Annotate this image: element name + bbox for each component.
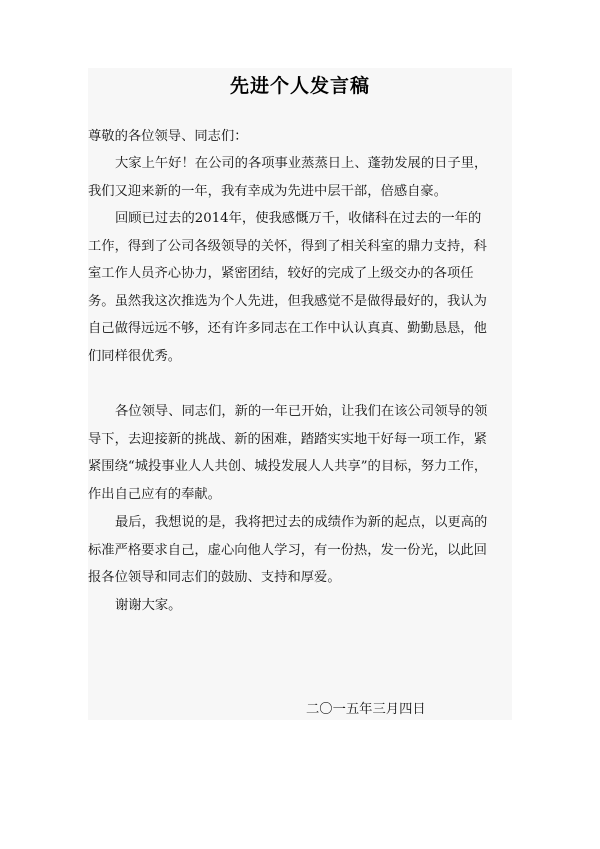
document-page: [88, 68, 512, 720]
paragraph-line: 们同样很优秀。: [88, 348, 182, 364]
document-date: 二〇一五年三月四日: [306, 702, 426, 717]
paragraph-closing: [88, 509, 512, 592]
paragraph-line: 最后，我想说的是，我将把过去的成绩作为新的起点，以更高的: [115, 515, 488, 530]
paragraph-line: 谢谢大家。: [115, 598, 182, 613]
paragraph-line: 作出自己应有的奉献。: [88, 486, 221, 502]
document-title: 先进个人发言稿: [229, 75, 370, 97]
paragraph-greeting: [88, 150, 512, 205]
paragraph-line: 紧围绕“城投事业人人共创、城投发展人人共享”的目标，努力工作，: [88, 459, 488, 474]
paragraph-line: 自己做得远远不够，还有许多同志在工作中认认真真、勤勤恳恳，他: [88, 321, 487, 336]
paragraph-line: 室工作人员齐心协力，紧密团结，较好的完成了上级交办的各项任: [88, 266, 474, 281]
paragraph-thanks: [88, 592, 512, 620]
paragraph-line: 工作，得到了公司各级领导的关怀，得到了相关科室的鼎力支持，科: [88, 238, 487, 254]
paragraph-line: 导下，去迎接新的挑战、新的困难，踏踏实实地干好每一项工作，紧: [88, 431, 487, 447]
paragraph-review: [88, 205, 512, 370]
salutation: 尊敬的各位领导、同志们：: [88, 129, 248, 144]
paragraph-line: 我们又迎来新的一年，我有幸成为先进中层干部，倍感自豪。: [88, 183, 448, 199]
paragraph-line: 大家上午好！在公司的各项事业蒸蒸日上、蓬勃发展的日子里，: [115, 156, 488, 171]
paragraph-new-year: [88, 398, 512, 508]
paragraph-line: 务。虽然我这次推选为个人先进，但我感觉不是做得最好的，我认为: [88, 293, 487, 309]
paragraph-line: 各位领导、同志们，新的一年已开始，让我们在该公司领导的领: [115, 404, 488, 419]
paragraph-line: 回顾已过去的2014年，使我感慨万千，收储科在过去的一年的: [115, 211, 482, 226]
paragraph-line: 报各位领导和同志们的鼓励、支持和厚爱。: [88, 570, 341, 585]
paragraph-line: 标准严格要求自己，虚心向他人学习，有一份热，发一份光，以此回: [88, 542, 487, 558]
